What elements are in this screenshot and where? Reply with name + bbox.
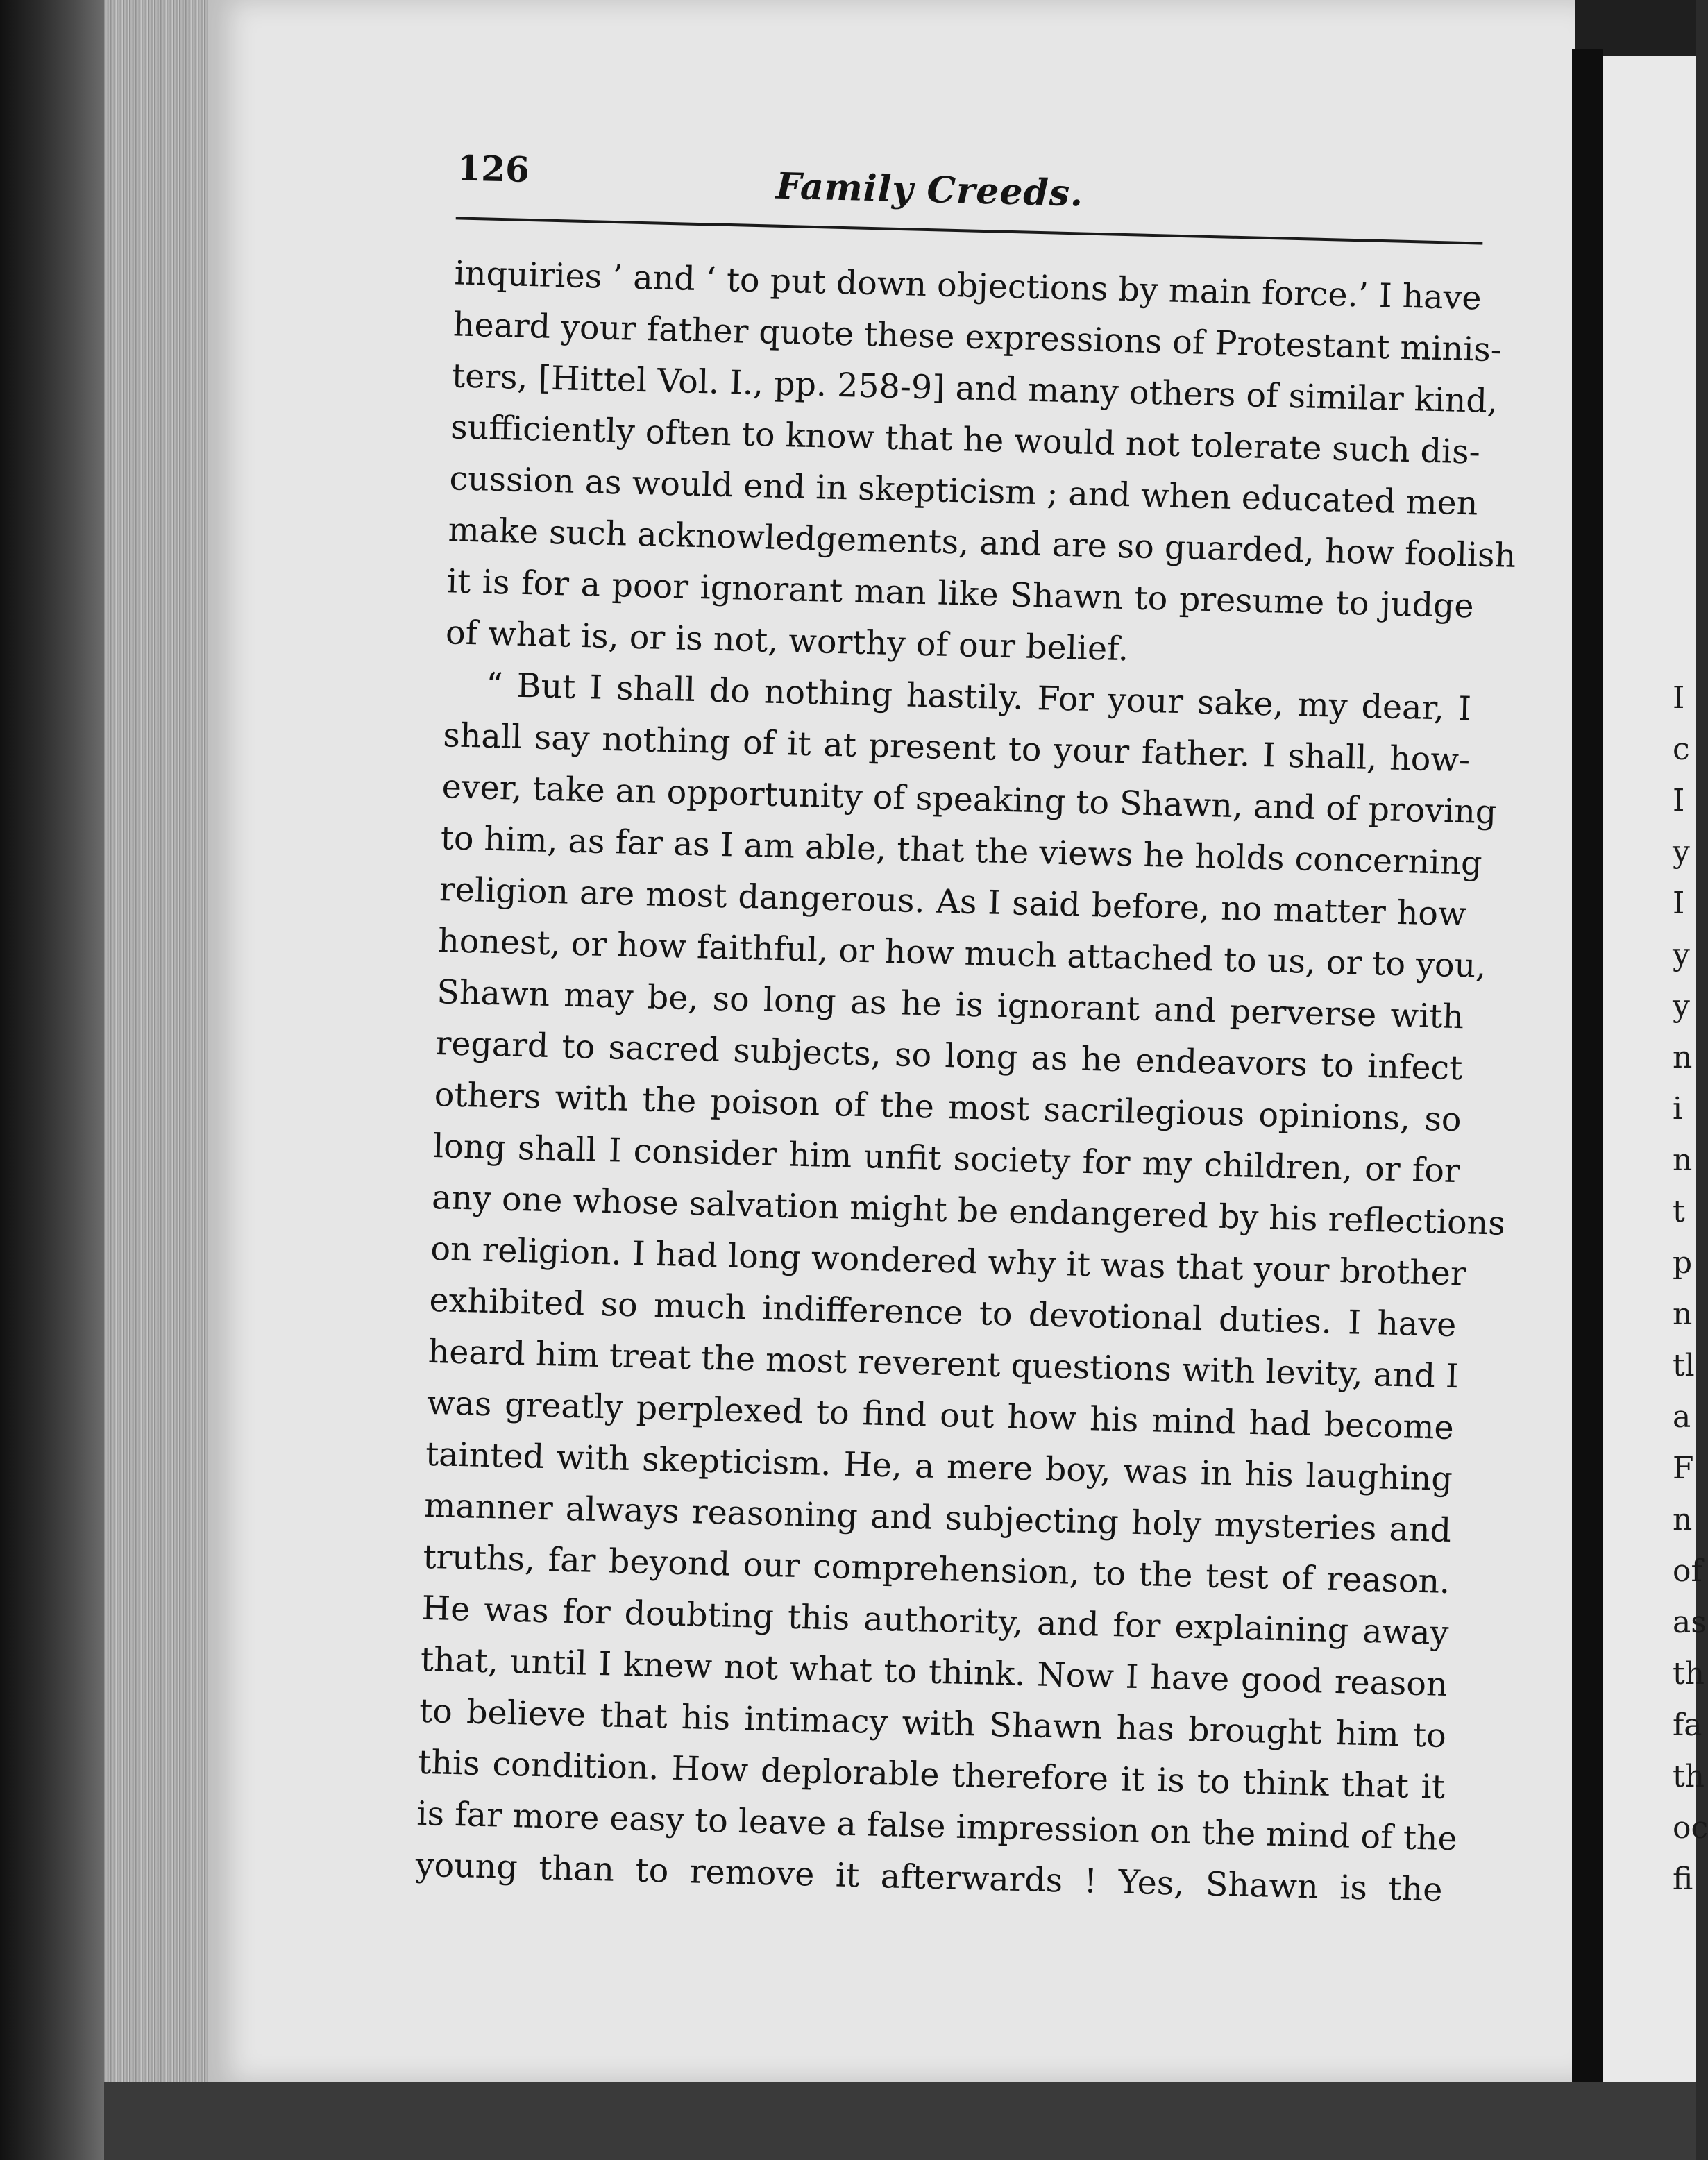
facing-page-fragment: oc [1673, 1810, 1708, 1846]
text-line: ever, take an opportunity of speaking to Shawn, and of proving [441, 768, 1497, 832]
text-line: He was for doubting this authority, and for explaining away [421, 1589, 1450, 1653]
facing-page-fragment: I [1673, 680, 1685, 716]
facing-page-fragment: th [1673, 1656, 1705, 1691]
facing-page-fragment: n [1673, 1297, 1693, 1332]
text-line: cussion as would end in skepticism ; and when educated men [448, 459, 1478, 523]
page-number: 126 [456, 147, 530, 190]
facing-page-fragment: n [1673, 1040, 1693, 1075]
text-line: this condition. How deplorable therefore it is to think that it [417, 1743, 1446, 1807]
text-line: is far more easy to leave a false impression on the mind of the [416, 1794, 1458, 1859]
facing-page-fragment: th [1673, 1759, 1705, 1794]
facing-page-fragment: fi [1673, 1862, 1693, 1897]
text-line: “ But I shall do nothing hastily. For your sake, my dear, I [485, 666, 1472, 729]
text-line: long shall I consider him unfit society for my children, or for [432, 1127, 1461, 1191]
facing-page-fragment: y [1673, 834, 1690, 870]
facing-page-fragment: i [1673, 1091, 1683, 1127]
text-line: others with the poison of the most sacrilegious opinions, so [434, 1076, 1462, 1140]
facing-page [1603, 56, 1708, 2103]
text-line: inquiries ’ and ‘ to put down objections by main force.’ I have [454, 254, 1482, 318]
facing-page-fragment: y [1673, 988, 1690, 1024]
text-line: that, until I knew not what to think. Now I have good reason [420, 1640, 1448, 1704]
facing-page-fragment: F [1673, 1451, 1694, 1486]
facing-page-fragment: fa [1673, 1707, 1702, 1743]
text-line: truths, far beyond our comprehension, to the test of reason. [422, 1537, 1451, 1601]
facing-page-fragment: n [1673, 1502, 1693, 1537]
facing-page-fragment: I [1673, 783, 1685, 818]
page-gutter [1572, 49, 1603, 2103]
text-line: was greatly perplexed to find out how his mind had become [426, 1383, 1455, 1448]
book-binding [0, 0, 104, 2160]
text-line: to believe that his intimacy with Shawn has brought him to [418, 1691, 1447, 1755]
text-line: to him, as far as I am able, that the views he holds concerning [440, 819, 1483, 883]
body-text [415, 248, 1516, 1916]
facing-page-fragment: n [1673, 1142, 1693, 1178]
text-line: religion are most dangerous. As I said before, no matter how [439, 870, 1467, 934]
text-line: heard your father quote these expressions of Protestant minis- [453, 305, 1503, 370]
text-line: Shawn may be, so long as he is ignorant and perverse with [436, 973, 1464, 1037]
facing-page-fragment: y [1673, 937, 1690, 972]
text-line: honest, or how faithful, or how much attached to us, or to you, [437, 922, 1487, 986]
page-edges [104, 0, 215, 2082]
text-line: shall say nothing of it at present to your father. I shall, how- [442, 716, 1471, 780]
bottom-shadow [104, 2082, 1696, 2160]
text-line: make such acknowledgements, and are so guarded, how foolish [448, 511, 1516, 575]
text-line: exhibited so much indifference to devotional duties. I have [428, 1281, 1457, 1345]
running-title: Family Creeds. [775, 164, 1084, 215]
facing-page-fragment: p [1673, 1245, 1693, 1281]
text-line: sufficiently often to know that he would not tolerate such dis- [450, 408, 1481, 472]
text-line: young than to remove it afterwards ! Yes, Shawn is the [415, 1846, 1443, 1909]
text-line: of what is, or is not, worthy of our belief. [445, 614, 1129, 669]
text-line: it is for a poor ignorant man like Shawn to presume to judge [446, 562, 1475, 626]
facing-page-fragment: a [1673, 1399, 1691, 1435]
text-line: regard to sacred subjects, so long as he endeavors to infect [435, 1024, 1463, 1088]
facing-page-fragment: tl [1673, 1348, 1695, 1383]
text-line: ters, [Hittel Vol. I., pp. 258-9] and many others of similar kind, [451, 357, 1498, 421]
text-line: tainted with skepticism. He, a mere boy, was in his laughing [425, 1435, 1453, 1499]
facing-page-fragment: as [1673, 1605, 1707, 1640]
facing-page-fragment: of [1673, 1553, 1702, 1589]
text-line: manner always reasoning and subjecting holy mysteries and [423, 1486, 1452, 1551]
page-content [344, 125, 1516, 1984]
text-line: on religion. I had long wondered why it was that your brother [430, 1229, 1467, 1294]
text-line: any one whose salvation might be endangered by his reflections [431, 1178, 1506, 1243]
facing-page-fragment: I [1673, 886, 1685, 921]
facing-page-fragment: c [1673, 732, 1690, 767]
facing-page-fragment: t [1673, 1194, 1685, 1229]
text-line: heard him treat the most reverent questions with levity, and I [428, 1332, 1460, 1397]
